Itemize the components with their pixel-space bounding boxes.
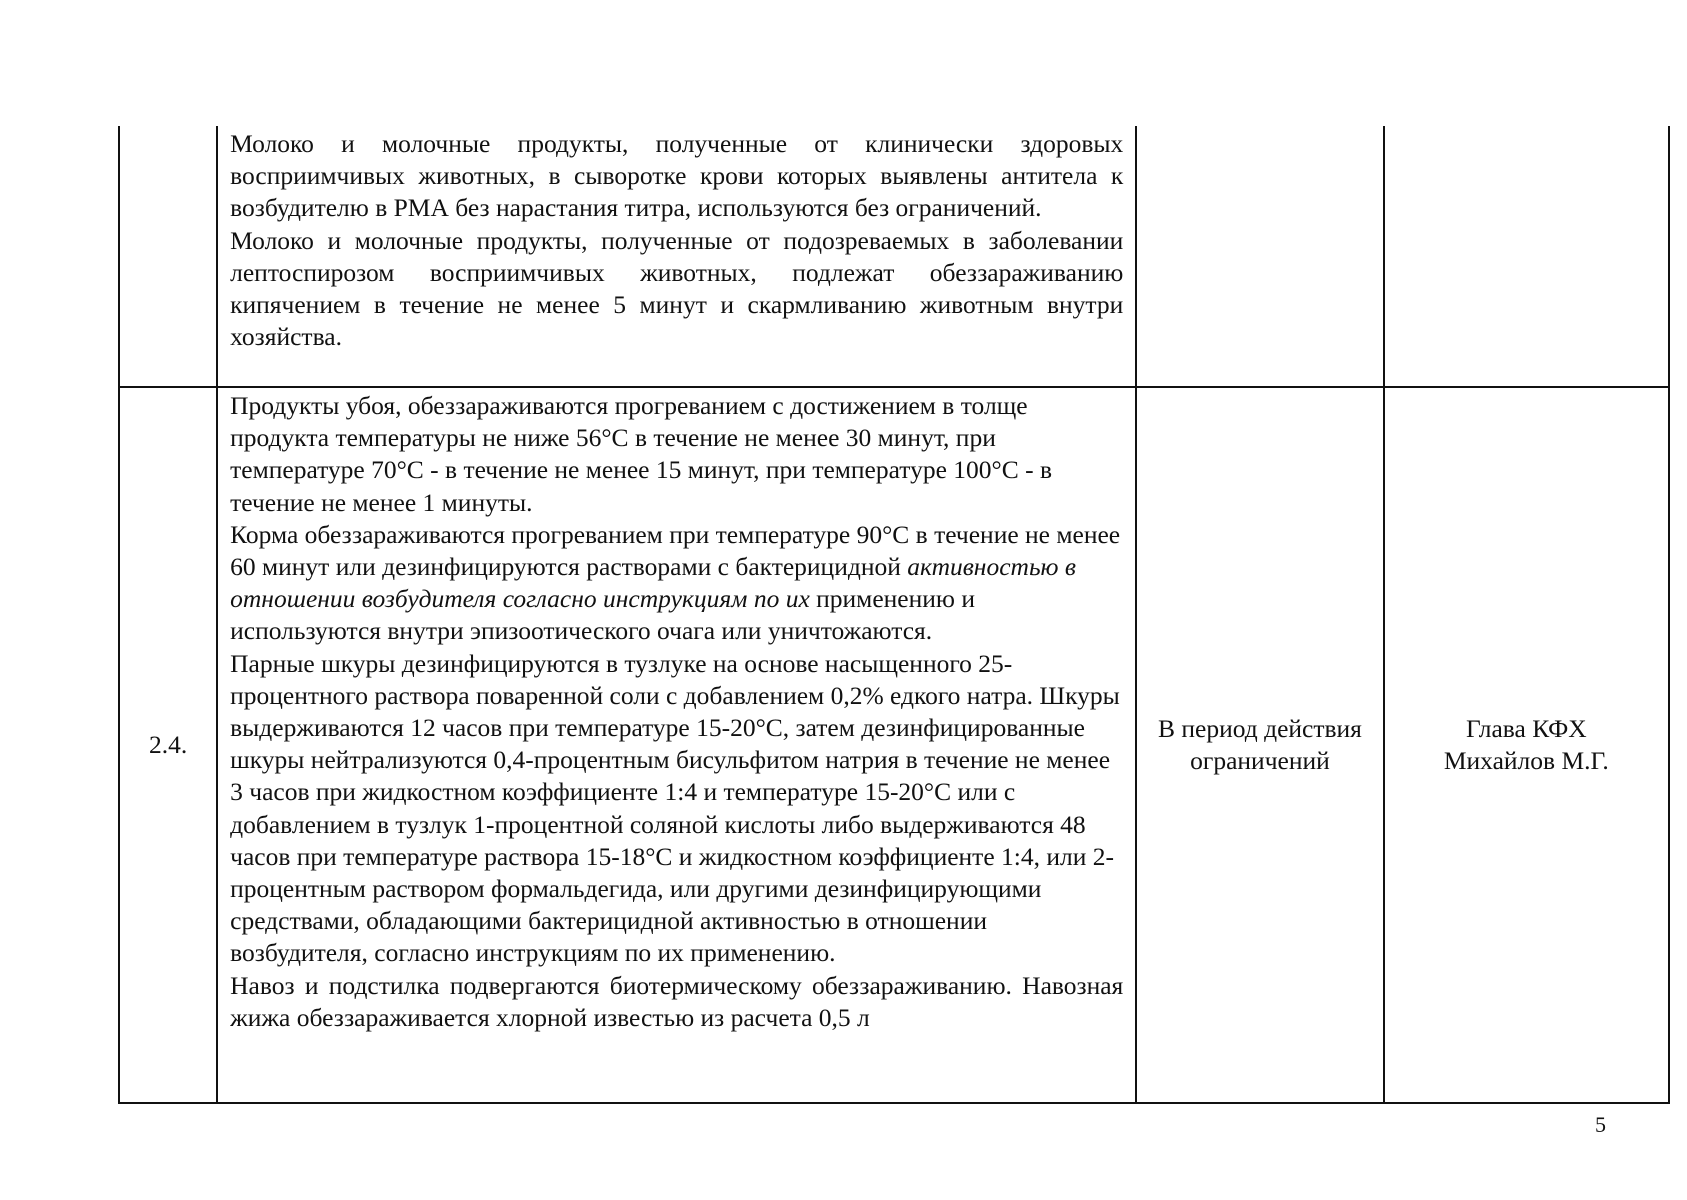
paragraph: Парные шкуры дезинфицируются в тузлуке на основе насыщенного 25-процентного раствора поваренной соли с добавлением 0,2% едкого натра. Шкуры выдерживаются 12 часов при температуре 15-20°С, затем дезинфицированные шкуры нейтрализуются 0,4-процентным бисульфитом натрия в течение не менее 3 часов при жидкостном коэффициенте 1:4 и температуре 15-20°С или с добавлением в тузлук 1-процентной соляной кислоты либо выдерживаются 48 часов при температуре раствора 15-18°С и жидкостном коэффициенте 1:4, или 2-процентным раствором формальдегида, или другими дезинфицирующими средствами, обладающими бактерицидной активностью в отношении возбудителя, согласно инструкциям по их применению. <box>230 648 1120 968</box>
paragraph: Навоз и подстилка подвергаются биотермическому обеззараживанию. Навозная жижа обеззараживается хлорной известью из расчета 0,5 л <box>230 970 1124 1032</box>
paragraph: Продукты убоя, обеззараживаются прогреванием с достижением в толще продукта температуры не ниже 56°С в течение не менее 30 минут, при температуре 70°С - в течение не менее 15 минут, при температуре 100°С - в течение не менее 1 минуты. <box>230 391 1053 517</box>
paragraph-text: применению и используются внутри эпизоотического очага или уничтожаются. <box>230 584 975 646</box>
paragraph <box>230 519 1123 648</box>
term-cell <box>1136 126 1383 387</box>
row-number-cell <box>119 126 217 387</box>
measures-table <box>118 126 1670 1104</box>
page-number: 5 <box>1595 1112 1606 1137</box>
term-text: В период действия <box>1157 713 1362 743</box>
responsible-text: Михайлов М.Г. <box>1443 746 1609 775</box>
measure-description-cell <box>217 126 1136 387</box>
paragraph: Молоко и молочные продукты, полученные от клинически здоровых восприимчивых животных, в сыворотке крови которых выявлены антитела к возбудителю в РМА без нарастания титра, используются без ограничений. <box>230 129 1124 223</box>
paragraph-text: Корма обеззараживаются прогреванием при температуре 90°С в течение не менее 60 минут или дезинфицируются растворами с бактерицидной <box>230 519 1121 582</box>
paragraph: Молоко и молочные продукты, полученные от подозреваемых в заболевании лептоспирозом восприимчивых животных, подлежат обеззараживанию кипячением в течение не менее 5 минут и скармливанию животным внутри хозяйства. <box>230 225 1124 352</box>
responsible-cell <box>1384 387 1669 1103</box>
row-number-cell: 2.4. <box>119 387 217 1103</box>
term-cell <box>1136 387 1383 1103</box>
measure-description-cell <box>217 387 1136 1103</box>
responsible-text: Глава КФХ <box>1465 713 1587 743</box>
responsible-cell <box>1384 126 1669 387</box>
table-row <box>119 387 1669 1103</box>
italic-text: активностью в отношении возбудителя согласно инструкциям по их <box>230 552 1076 614</box>
term-text: ограничений <box>1190 746 1330 775</box>
table-row <box>119 126 1669 387</box>
